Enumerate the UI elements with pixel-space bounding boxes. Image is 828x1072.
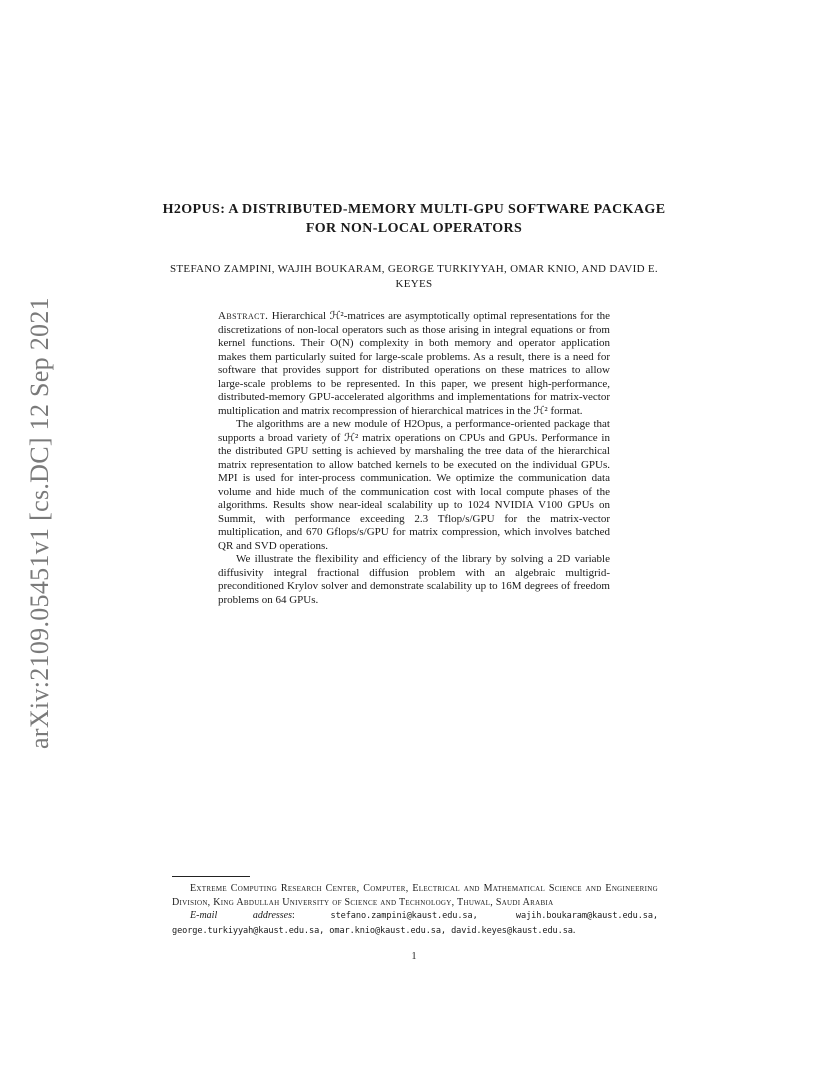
abstract-paragraph-1: [218, 310, 610, 418]
arxiv-identifier: arXiv:2109.05451v1 [cs.DC] 12 Sep 2021: [25, 297, 55, 749]
email-list: stefano.zampini@kaust.edu.sa, wajih.boukaram@kaust.edu.sa, george.turkiyyah@kaust.edu.sa, omar.knio@kaust.edu.sa, david.keyes@kaust.edu.sa: [172, 911, 658, 936]
abstract-paragraph-2: The algorithms are a new module of H2Opus, a performance-oriented package that supports a broad variety of ℋ² matrix operations on CPUs and GPUs. Performance in the distributed GPU setting is achieved by marshaling the tree data of the hierarchical matrix representation to allow batched kernels to be executed on the individual GPUs. MPI is used for inter-process communication. We optimize the communication data volume and hide much of the communication cost with local compute phases of the algorithms. Results show near-ideal scalability up to 1024 NVIDIA V100 GPUs on Summit, with performance exceeding 2.3 Tflop/s/GPU for the matrix-vector multiplication, and 670 Gflops/s/GPU for matrix compression, which involves batched QR and SVD operations.: [218, 418, 610, 552]
email-label: E-mail addresses: [190, 910, 292, 921]
author-list: STEFANO ZAMPINI, WAJIH BOUKARAM, GEORGE TURKIYYAH, OMAR KNIO, AND DAVID E. KEYES: [170, 263, 658, 290]
footnote: [172, 882, 658, 938]
abstract: [218, 310, 610, 607]
abstract-text-1: Hierarchical ℋ²-matrices are asymptotically optimal representations for the discretizations of non-local operators such as those arising in integral equations or from kernel functions. Their O(N) complexity in both memory and operator application makes them particularly suited for large-scale problems. As a result, there is a need for software that provides support for distributed operations on these matrices to allow large-scale problems to be represented. In this paper, we present high-performance, distributed-memory GPU-accelerated algorithms and implementations for matrix-vector multiplication and matrix recompression of hierarchical matrices in the ℋ² format.: [218, 310, 611, 417]
page-number: 1: [411, 951, 417, 962]
footnote-rule: [172, 876, 250, 877]
paper-title: H2OPUS: A DISTRIBUTED-MEMORY MULTI-GPU SOFTWARE PACKAGE FOR NON-LOCAL OPERATORS: [162, 202, 666, 236]
abstract-heading: Abstract.: [218, 310, 269, 322]
affiliation: Extreme Computing Research Center, Computer, Electrical and Mathematical Science and Engineering Division, King Abdullah University of Science and Technology, Thuwal, Saudi Arabia: [172, 883, 658, 908]
email-addresses: E-mail addresses: stefano.zampini@kaust.edu.sa, wajih.boukaram@kaust.edu.sa, george.turkiyyah@kaust.edu.sa, omar.knio@kaust.edu.sa, david.keyes@kaust.edu.sa.: [172, 910, 658, 936]
arxiv-stamp: [18, 288, 62, 758]
abstract-paragraph-3: We illustrate the flexibility and efficiency of the library by solving a 2D variable diffusivity integral fractional diffusion problem with an algebraic multigrid-preconditioned Krylov solver and demonstrate scalability up to 16M degrees of freedom problems on 64 GPUs.: [218, 553, 610, 606]
